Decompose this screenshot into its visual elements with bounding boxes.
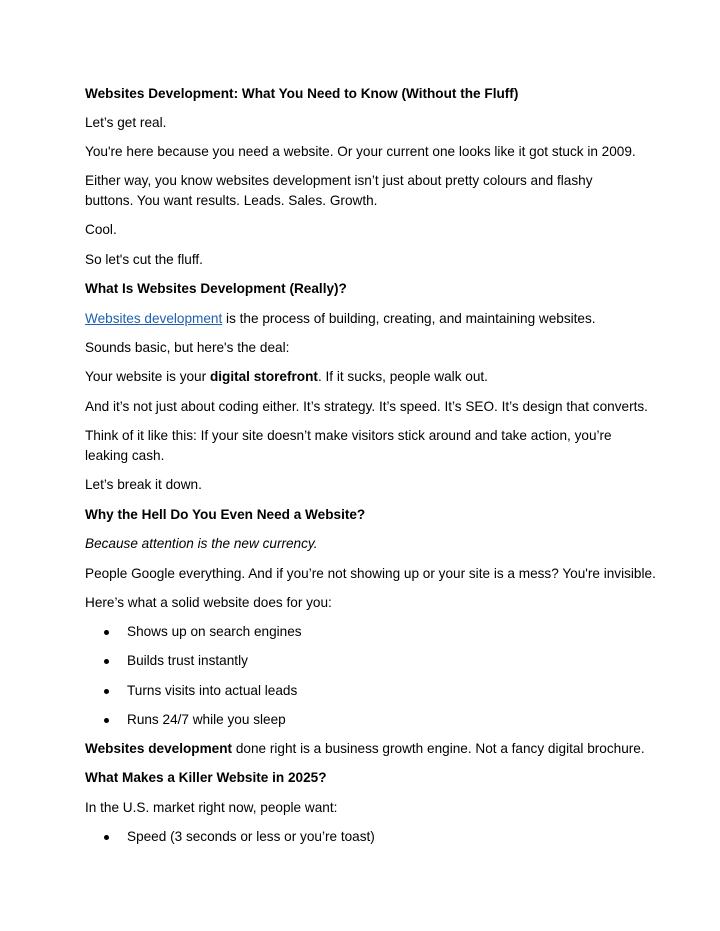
- solid-website-paragraph: Here’s what a solid website does for you:: [85, 595, 332, 610]
- definition-paragraph: [85, 309, 596, 329]
- intro-paragraph-5: So let's cut the fluff.: [85, 252, 203, 267]
- bullet-icon: [104, 718, 109, 723]
- us-market-paragraph: In the U.S. market right now, people want:: [85, 800, 338, 815]
- storefront-text-pre: Your website is your: [85, 369, 210, 384]
- section-heading-killer-website: What Makes a Killer Website in 2025?: [85, 770, 327, 785]
- google-paragraph: People Google everything. And if you’re not showing up or your site is a mess? You're invisible.: [85, 566, 656, 581]
- bullet-icon: [104, 659, 109, 664]
- storefront-text-post: . If it sucks, people walk out.: [317, 369, 488, 384]
- intro-paragraph-1: Let’s get real.: [85, 115, 167, 130]
- intro-paragraph-4: Cool.: [85, 222, 117, 237]
- list-item: Builds trust instantly: [127, 653, 248, 668]
- list-item: Turns visits into actual leads: [127, 683, 298, 698]
- storefront-bold: digital storefront: [209, 369, 318, 384]
- bullet-icon: [104, 689, 109, 694]
- intro-paragraph-2: You're here because you need a website. Or your current one looks like it got stuck in 2009.: [85, 144, 636, 159]
- attention-italic: Because attention is the new currency.: [85, 536, 318, 551]
- bullet-icon: [104, 835, 109, 840]
- attention-italic-paragraph: [85, 534, 317, 554]
- document-title: Websites Development: What You Need to Know (Without the Fluff): [85, 86, 519, 101]
- deal-paragraph: Sounds basic, but here's the deal:: [85, 340, 290, 355]
- break-down-paragraph: Let’s break it down.: [85, 477, 202, 492]
- leaking-cash-paragraph: Think of it like this: If your site doesn’t make visitors stick around and take action, you’re leaking cash.: [85, 428, 612, 463]
- list-item: Speed (3 seconds or less or you’re toast): [127, 829, 375, 844]
- growth-engine-text: done right is a business growth engine. Not a fancy digital brochure.: [232, 741, 645, 756]
- section-heading-why: Why the Hell Do You Even Need a Website?: [85, 507, 366, 522]
- storefront-paragraph: [85, 367, 488, 387]
- list-item: Shows up on search engines: [127, 624, 302, 639]
- growth-engine-bold: Websites development: [85, 741, 233, 756]
- intro-paragraph-3: Either way, you know websites development isn’t just about pretty colours and flashy buttons. You want results. Leads. Sales. Growth.: [85, 173, 593, 208]
- section-heading-what-is: What Is Websites Development (Really)?: [85, 281, 347, 296]
- list-item: Runs 24/7 while you sleep: [127, 712, 286, 727]
- strategy-paragraph: And it’s not just about coding either. It’s strategy. It’s speed. It’s SEO. It’s design that converts.: [85, 399, 648, 414]
- growth-engine-paragraph: [85, 739, 645, 759]
- definition-text: is the process of building, creating, and maintaining websites.: [222, 311, 596, 326]
- bullet-icon: [104, 630, 109, 635]
- websites-development-link[interactable]: Websites development: [85, 311, 223, 326]
